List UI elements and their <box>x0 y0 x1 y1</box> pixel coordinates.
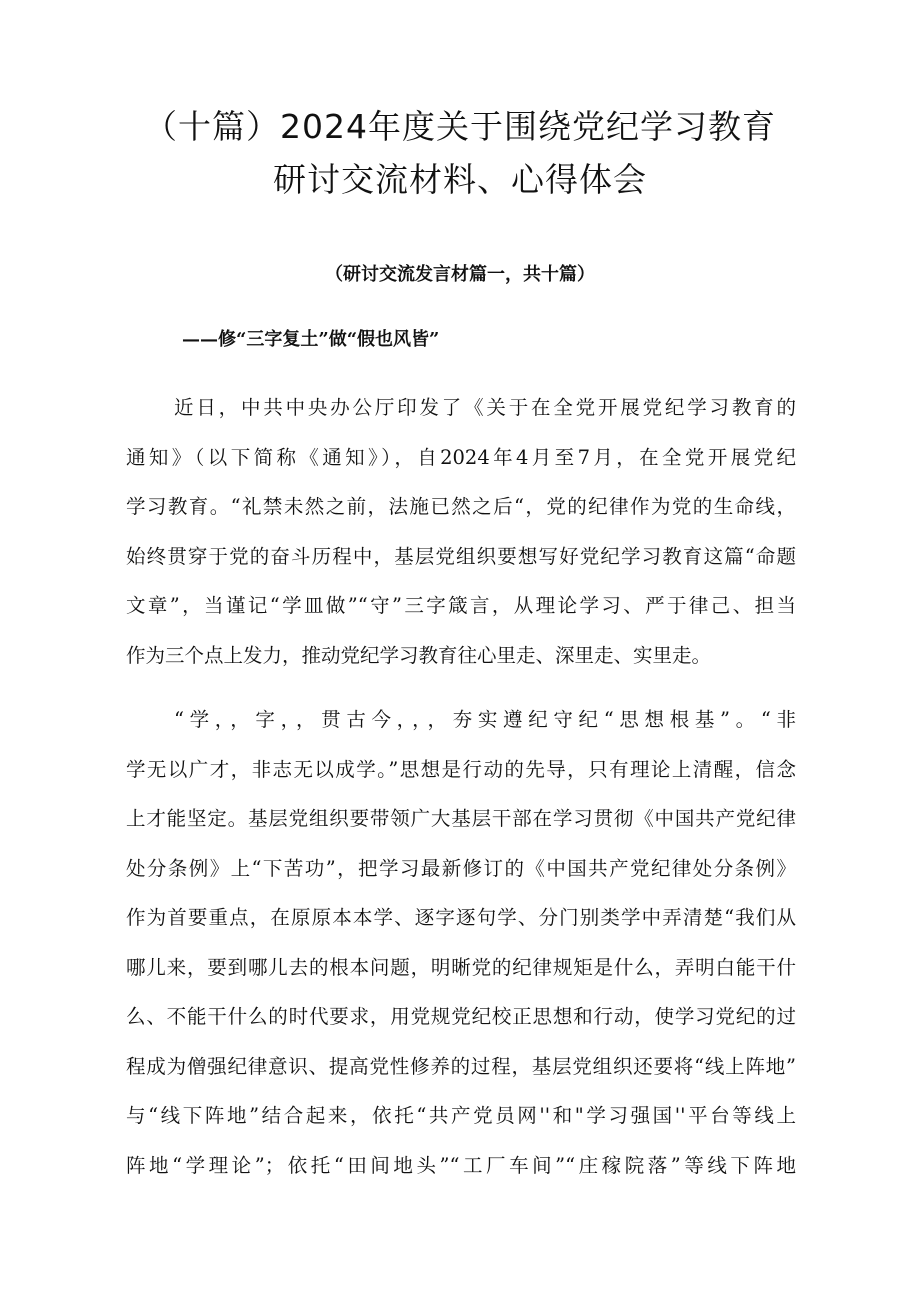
paragraph-2-line: 学无以广才，非志无以成学。”思想是行动的先导，只有理论上清醒，信念 <box>126 758 796 781</box>
document-subtitle: （研讨交流发言材篇一，共十篇） <box>325 264 595 285</box>
paragraph-2-line: “学，，字，，贯古今，，，夯实遵纪守纪“思想根基”。“非 <box>174 708 796 731</box>
document-theme-line: ——修“三字复土”做“假也风皆” <box>182 329 440 350</box>
paragraph-1-line: 学习教育。“礼禁未然之前，法施已然之后“，党的纪律作为党的生命线， <box>126 495 796 518</box>
paragraph-2-line: 么、不能干什么的时代要求，用党规党纪校正思想和行动，使学习党纪的过 <box>126 1005 796 1028</box>
paragraph-1-line: 通知》（以下简称《通知》），自2024年4月至7月，在全党开展党纪 <box>126 446 796 469</box>
paragraph-1-line: 始终贯穿于党的奋斗历程中，基层党组织要想写好党纪学习教育这篇“命题 <box>126 545 796 568</box>
paragraph-1-line: 近日，中共中央办公厅印发了《关于在全党开展党纪学习教育的 <box>174 396 796 419</box>
paragraph-1-line: 作为三个点上发力，推动党纪学习教育往心里走、深里走、实里走。 <box>126 644 712 667</box>
paragraph-1-line: 文章”，当谨记“学皿做”“守”三字箴言，从理论学习、严于律己、担当 <box>126 594 796 617</box>
document-title-line-1: （十篇）2024年度关于围绕党纪学习教育 <box>144 107 776 146</box>
paragraph-2-line: 上才能坚定。基层党组织要带领广大基层干部在学习贯彻《中国共产党纪律 <box>126 807 796 830</box>
paragraph-2-line: 程成为僧强纪律意识、提高党性修养的过程，基层党组织还要将“线上阵地” <box>126 1055 796 1078</box>
paragraph-2-line: 作为首要重点，在原原本本学、逐字逐句学、分门别类学中弄清楚“我们从 <box>126 906 796 929</box>
paragraph-2-line: 哪儿来，要到哪儿去的根本问题，明晰党的纪律规矩是什么，弄明白能干什 <box>126 956 796 979</box>
paragraph-2-line: 与“线下阵地”结合起来，依托“共产党员网''和"学习强国''平台等线上 <box>126 1104 796 1127</box>
paragraph-2-line: 处分条例》上“下苦功”，把学习最新修订的《中国共产党纪律处分条例》 <box>126 857 796 880</box>
document-title-line-2: 研讨交流材料、心得体会 <box>273 160 647 199</box>
paragraph-2-line: 阵地“学理论”；依托“田间地头”“工厂车间”“庄稼院落”等线下阵地 <box>126 1154 796 1177</box>
